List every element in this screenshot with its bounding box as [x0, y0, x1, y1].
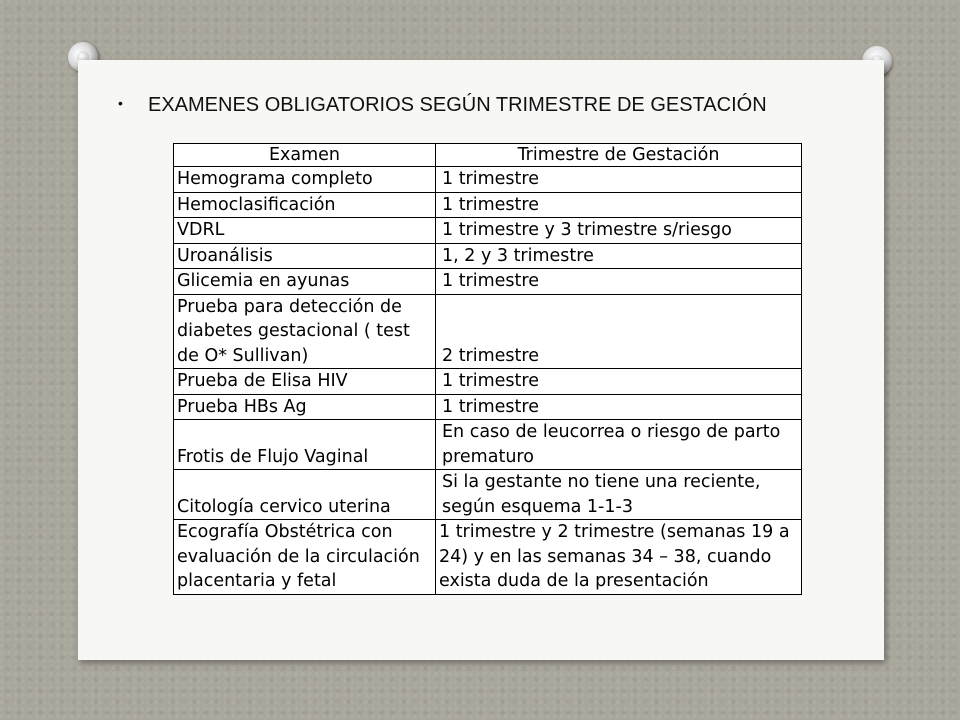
- exam-cell: Prueba para detección de diabetes gestacional ( test de O* Sullivan): [174, 294, 436, 369]
- table-row: [174, 294, 802, 369]
- exam-cell: Frotis de Flujo Vaginal: [174, 420, 436, 470]
- trimester-cell: Si la gestante no tiene una reciente, según esquema 1-1-3: [436, 470, 802, 520]
- trimester-cell: 1 trimestre: [436, 394, 802, 420]
- table-row: [174, 218, 802, 244]
- trimester-cell: 1 trimestre: [436, 167, 802, 193]
- exam-cell: Prueba HBs Ag: [174, 394, 436, 420]
- exam-cell: VDRL: [174, 218, 436, 244]
- table-row: [174, 369, 802, 395]
- table-row: [174, 243, 802, 269]
- exam-cell: Uroanálisis: [174, 243, 436, 269]
- trimester-cell: 2 trimestre: [436, 294, 802, 369]
- column-header-exam: Examen: [174, 144, 436, 167]
- exams-table: [173, 143, 802, 595]
- table-row: [174, 420, 802, 470]
- table-row: [174, 520, 802, 595]
- table-header-row: [174, 144, 802, 167]
- table-row: [174, 394, 802, 420]
- slide-title-text: EXAMENES OBLIGATORIOS SEGÚN TRIMESTRE DE GESTACIÓN: [148, 94, 767, 116]
- exam-cell: Ecografía Obstétrica con evaluación de la circulación placentaria y fetal: [174, 520, 436, 595]
- bullet-icon: •: [118, 95, 123, 111]
- trimester-cell: 1 trimestre: [436, 369, 802, 395]
- table-row: [174, 192, 802, 218]
- column-header-trimester: Trimestre de Gestación: [436, 144, 802, 167]
- exam-cell: Citología cervico uterina: [174, 470, 436, 520]
- trimester-cell: 1 trimestre: [436, 192, 802, 218]
- exam-cell: Prueba de Elisa HIV: [174, 369, 436, 395]
- trimester-cell: 1 trimestre y 3 trimestre s/riesgo: [436, 218, 802, 244]
- trimester-cell: 1 trimestre y 2 trimestre (semanas 19 a 24) y en las semanas 34 – 38, cuando exista duda de la presentación: [436, 520, 802, 595]
- table-row: [174, 470, 802, 520]
- slide-title: [118, 94, 858, 117]
- trimester-cell: 1, 2 y 3 trimestre: [436, 243, 802, 269]
- table-row: [174, 269, 802, 295]
- table-row: [174, 167, 802, 193]
- trimester-cell: 1 trimestre: [436, 269, 802, 295]
- exam-cell: Hemograma completo: [174, 167, 436, 193]
- exam-cell: Hemoclasificación: [174, 192, 436, 218]
- exam-cell: Glicemia en ayunas: [174, 269, 436, 295]
- trimester-cell: En caso de leucorrea o riesgo de parto prematuro: [436, 420, 802, 470]
